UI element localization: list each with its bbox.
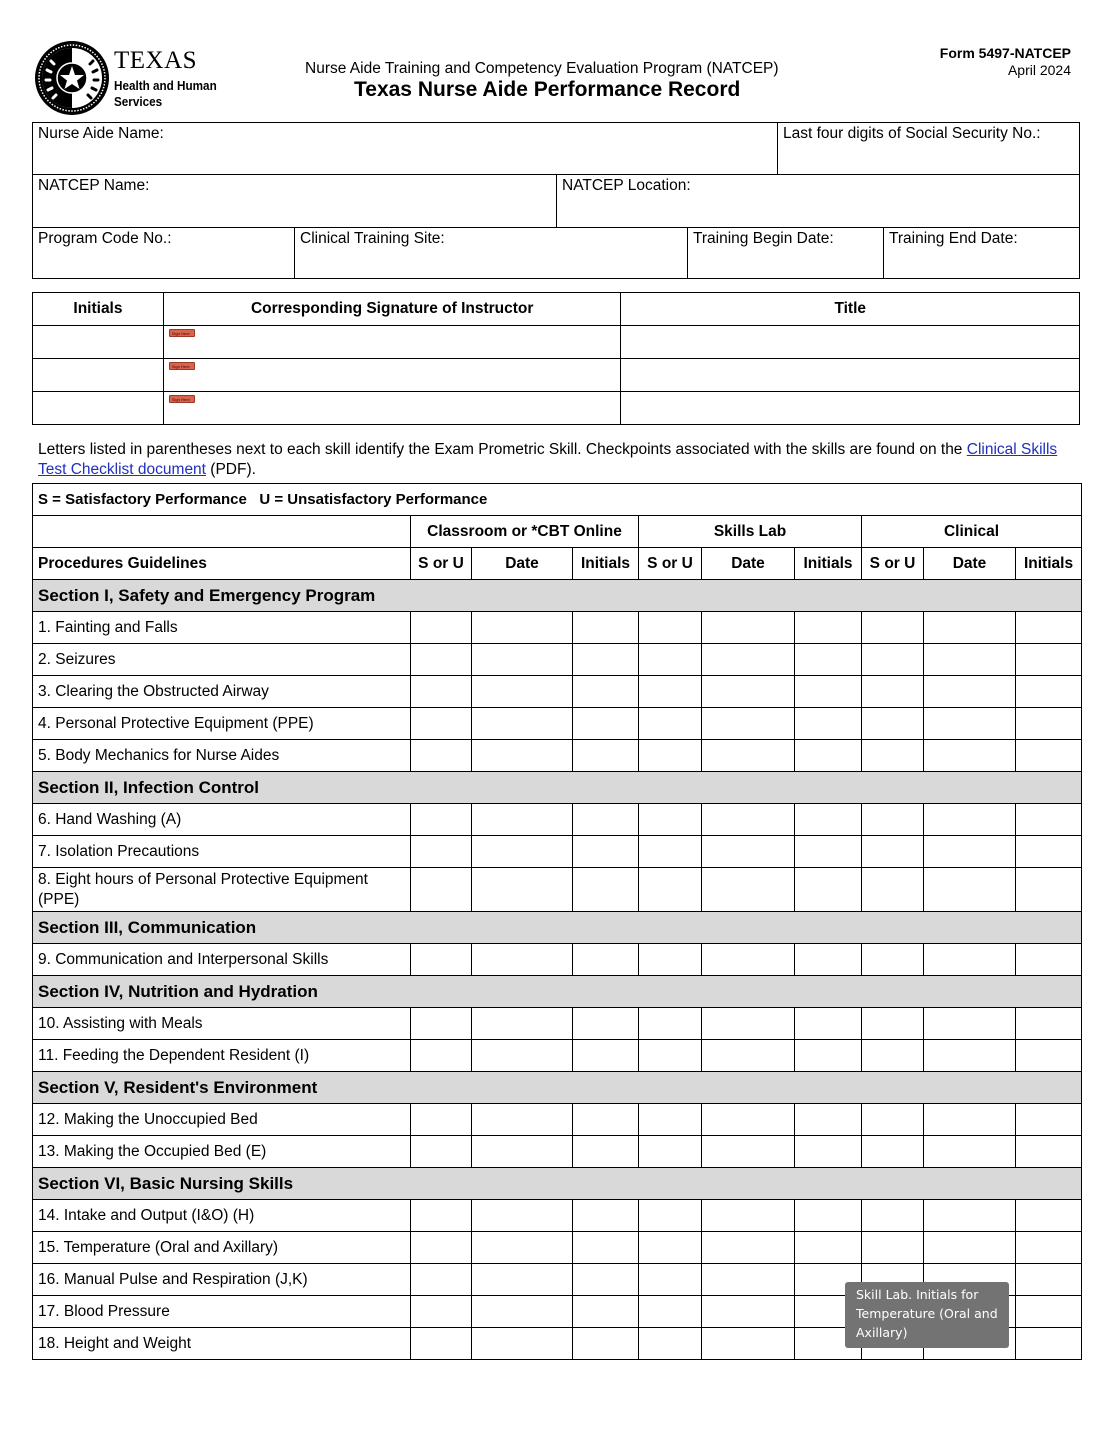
classroom-date-input[interactable] — [472, 708, 573, 740]
skills-lab-s-or-u-input[interactable] — [639, 708, 702, 740]
clinical-date-input[interactable] — [924, 644, 1016, 676]
skills-lab-s-or-u-input[interactable] — [639, 836, 702, 868]
performance-body — [33, 580, 1082, 1360]
section-title: Section I, Safety and Emergency Program — [33, 580, 1082, 612]
section-title: Section V, Resident's Environment — [33, 1072, 1082, 1104]
procedure-name: 9. Communication and Interpersonal Skills — [33, 944, 411, 976]
clinical-s-or-u-input[interactable] — [862, 740, 924, 772]
skills-lab-s-or-u-input[interactable] — [639, 740, 702, 772]
clinical-s-or-u-input[interactable] — [862, 944, 924, 976]
skills-lab-date-input[interactable] — [702, 944, 795, 976]
skills-lab-s-or-u-header: S or U — [639, 548, 702, 580]
skills-lab-initials-input[interactable] — [795, 644, 862, 676]
signature-field[interactable] — [163, 359, 621, 392]
skills-lab-group-header: Skills Lab — [639, 516, 862, 548]
skills-lab-date-input[interactable] — [702, 1104, 795, 1136]
clinical-site-field[interactable] — [295, 228, 688, 279]
section-title: Section VI, Basic Nursing Skills — [33, 1168, 1082, 1200]
procedure-name: 14. Intake and Output (I&O) (H) — [33, 1200, 411, 1232]
procedure-name: 16. Manual Pulse and Respiration (J,K) — [33, 1264, 411, 1296]
classroom-s-or-u-input[interactable] — [411, 740, 472, 772]
classroom-date-input[interactable] — [472, 868, 573, 912]
section-title: Section IV, Nutrition and Hydration — [33, 976, 1082, 1008]
skills-lab-initials-input[interactable] — [795, 676, 862, 708]
logo-subtitle-line2: Services — [114, 94, 163, 109]
signature-header: Corresponding Signature of Instructor — [163, 293, 621, 326]
classroom-initials-input[interactable] — [573, 1328, 639, 1360]
classroom-date-input[interactable] — [472, 740, 573, 772]
classroom-initials-input[interactable] — [573, 836, 639, 868]
classroom-s-or-u-input[interactable] — [411, 1104, 472, 1136]
classroom-initials-input[interactable] — [573, 676, 639, 708]
classroom-initials-input[interactable] — [573, 1136, 639, 1168]
classroom-initials-input[interactable] — [573, 1232, 639, 1264]
sign-here-tag-icon[interactable]: Sign Here — [169, 329, 195, 337]
clinical-date-input[interactable] — [924, 1008, 1016, 1040]
section-header-row — [33, 912, 1082, 944]
training-begin-date-label: Training Begin Date: — [693, 230, 834, 247]
clinical-skills-checklist-link[interactable]: Clinical Skills Test Checklist document — [38, 441, 1058, 478]
procedure-name: 8. Eight hours of Personal Protective Equipment (PPE) — [33, 868, 411, 912]
exam-skill-note — [38, 440, 1078, 480]
training-end-date-label: Training End Date: — [889, 230, 1018, 247]
classroom-group-header: Classroom or *CBT Online — [411, 516, 639, 548]
skills-lab-initials-input[interactable] — [795, 836, 862, 868]
clinical-date-input[interactable] — [924, 804, 1016, 836]
classroom-date-input[interactable] — [472, 1328, 573, 1360]
skills-lab-initials-input[interactable] — [795, 1136, 862, 1168]
skills-lab-date-input[interactable] — [702, 1328, 795, 1360]
clinical-initials-input[interactable] — [1016, 868, 1082, 912]
classroom-date-input[interactable] — [472, 1136, 573, 1168]
natcep-location-label: NATCEP Location: — [562, 177, 691, 194]
title-input[interactable] — [621, 359, 1080, 392]
procedure-name: 18. Height and Weight — [33, 1328, 411, 1360]
classroom-s-or-u-input[interactable] — [411, 1264, 472, 1296]
clinical-initials-input[interactable] — [1016, 1328, 1082, 1360]
clinical-s-or-u-input[interactable] — [862, 612, 924, 644]
legend-row — [33, 484, 1082, 516]
classroom-initials-input[interactable] — [573, 644, 639, 676]
procedure-row — [33, 676, 1082, 708]
procedure-name: 4. Personal Protective Equipment (PPE) — [33, 708, 411, 740]
clinical-initials-input[interactable] — [1016, 1264, 1082, 1296]
skills-lab-s-or-u-input[interactable] — [639, 1136, 702, 1168]
procedure-row — [33, 644, 1082, 676]
signature-row — [33, 359, 1080, 392]
training-begin-date-field[interactable] — [688, 228, 884, 279]
clinical-initials-input[interactable] — [1016, 612, 1082, 644]
note-text: Letters listed in parentheses next to each skill identify the Exam Prometric Skill. Checkpoints associated with the skills are found on the — [38, 441, 967, 458]
classroom-s-or-u-input[interactable] — [411, 676, 472, 708]
procedure-name: 17. Blood Pressure — [33, 1296, 411, 1328]
natcep-name-label: NATCEP Name: — [38, 177, 150, 194]
skills-lab-date-input[interactable] — [702, 708, 795, 740]
skills-lab-date-input[interactable] — [702, 1264, 795, 1296]
classroom-date-input[interactable] — [472, 644, 573, 676]
clinical-s-or-u-input[interactable] — [862, 1008, 924, 1040]
skills-lab-s-or-u-input[interactable] — [639, 804, 702, 836]
empty-header — [33, 516, 411, 548]
skills-lab-s-or-u-input[interactable] — [639, 1328, 702, 1360]
clinical-initials-header: Initials — [1016, 548, 1082, 580]
clinical-date-input[interactable] — [924, 1104, 1016, 1136]
instructor-signature-table — [32, 292, 1080, 425]
skills-lab-s-or-u-input[interactable] — [639, 868, 702, 912]
procedure-row — [33, 1136, 1082, 1168]
initials-input[interactable] — [33, 392, 164, 425]
classroom-date-input[interactable] — [472, 804, 573, 836]
classroom-s-or-u-input[interactable] — [411, 1200, 472, 1232]
classroom-s-or-u-input[interactable] — [411, 1008, 472, 1040]
natcep-name-field[interactable] — [33, 175, 557, 228]
classroom-initials-input[interactable] — [573, 1008, 639, 1040]
clinical-initials-input[interactable] — [1016, 1200, 1082, 1232]
skills-lab-s-or-u-input[interactable] — [639, 612, 702, 644]
procedure-name: 11. Feeding the Dependent Resident (I) — [33, 1040, 411, 1072]
skills-lab-date-input[interactable] — [702, 612, 795, 644]
section-header-row — [33, 976, 1082, 1008]
clinical-date-input[interactable] — [924, 708, 1016, 740]
logo-subtitle — [114, 78, 217, 110]
clinical-date-input[interactable] — [924, 676, 1016, 708]
classroom-date-input[interactable] — [472, 1008, 573, 1040]
signature-row — [33, 326, 1080, 359]
procedure-row — [33, 740, 1082, 772]
skills-lab-initials-input[interactable] — [795, 1232, 862, 1264]
form-number: Form 5497-NATCEP — [939, 45, 1071, 61]
classroom-date-header: Date — [472, 548, 573, 580]
skills-lab-date-input[interactable] — [702, 836, 795, 868]
skills-lab-s-or-u-input[interactable] — [639, 676, 702, 708]
classroom-initials-input[interactable] — [573, 1104, 639, 1136]
classroom-s-or-u-input[interactable] — [411, 1296, 472, 1328]
title-header: Title — [621, 293, 1080, 326]
classroom-initials-input[interactable] — [573, 740, 639, 772]
classroom-s-or-u-input[interactable] — [411, 868, 472, 912]
procedure-row — [33, 1200, 1082, 1232]
skills-lab-initials-input[interactable] — [795, 740, 862, 772]
signature-field[interactable] — [163, 392, 621, 425]
skills-lab-initials-header: Initials — [795, 548, 862, 580]
classroom-date-input[interactable] — [472, 676, 573, 708]
skills-lab-initials-input[interactable] — [795, 1104, 862, 1136]
clinical-s-or-u-input[interactable] — [862, 868, 924, 912]
procedure-name: 2. Seizures — [33, 644, 411, 676]
clinical-initials-input[interactable] — [1016, 1136, 1082, 1168]
signature-row — [33, 392, 1080, 425]
skills-lab-s-or-u-input[interactable] — [639, 1104, 702, 1136]
procedure-row — [33, 1104, 1082, 1136]
clinical-initials-input[interactable] — [1016, 1008, 1082, 1040]
procedure-row — [33, 804, 1082, 836]
form-date: April 2024 — [1007, 62, 1071, 78]
skills-lab-initials-input[interactable] — [795, 612, 862, 644]
classroom-date-input[interactable] — [472, 1104, 573, 1136]
skills-lab-initials-input[interactable] — [795, 868, 862, 912]
field-tooltip: Skill Lab. Initials for Temperature (Oral and Axillary) — [845, 1282, 1009, 1348]
procedure-name: 5. Body Mechanics for Nurse Aides — [33, 740, 411, 772]
skills-lab-initials-input[interactable] — [795, 1040, 862, 1072]
initials-header: Initials — [33, 293, 164, 326]
skills-lab-date-input[interactable] — [702, 1040, 795, 1072]
clinical-initials-input[interactable] — [1016, 1232, 1082, 1264]
sign-here-tag-icon[interactable]: Sign Here — [169, 395, 195, 403]
procedure-row — [33, 836, 1082, 868]
skills-lab-s-or-u-input[interactable] — [639, 644, 702, 676]
classroom-s-or-u-input[interactable] — [411, 1136, 472, 1168]
procedure-row — [33, 612, 1082, 644]
program-code-label: Program Code No.: — [38, 230, 172, 247]
initials-input[interactable] — [33, 326, 164, 359]
sign-here-tag-icon[interactable]: Sign Here — [169, 362, 195, 370]
classroom-date-input[interactable] — [472, 1264, 573, 1296]
skills-lab-date-input[interactable] — [702, 676, 795, 708]
clinical-initials-input[interactable] — [1016, 740, 1082, 772]
section-header-row — [33, 580, 1082, 612]
classroom-initials-input[interactable] — [573, 804, 639, 836]
skills-lab-date-input[interactable] — [702, 1200, 795, 1232]
classroom-s-or-u-input[interactable] — [411, 1328, 472, 1360]
skills-lab-date-input[interactable] — [702, 804, 795, 836]
clinical-date-input[interactable] — [924, 740, 1016, 772]
classroom-date-input[interactable] — [472, 612, 573, 644]
skills-lab-s-or-u-input[interactable] — [639, 1264, 702, 1296]
classroom-initials-input[interactable] — [573, 1296, 639, 1328]
classroom-initials-input[interactable] — [573, 1040, 639, 1072]
classroom-initials-input[interactable] — [573, 868, 639, 912]
natcep-location-field[interactable] — [557, 175, 1080, 228]
clinical-initials-input[interactable] — [1016, 1296, 1082, 1328]
logo-subtitle-line1: Health and Human — [114, 78, 217, 93]
note-text-suffix: (PDF). — [206, 461, 256, 478]
classroom-initials-input[interactable] — [573, 1200, 639, 1232]
classroom-initials-input[interactable] — [573, 612, 639, 644]
clinical-s-or-u-input[interactable] — [862, 836, 924, 868]
section-title: Section III, Communication — [33, 912, 1082, 944]
skills-lab-date-input[interactable] — [702, 1136, 795, 1168]
classroom-s-or-u-input[interactable] — [411, 644, 472, 676]
procedure-row — [33, 1008, 1082, 1040]
procedure-name: 1. Fainting and Falls — [33, 612, 411, 644]
skills-lab-initials-input[interactable] — [795, 1200, 862, 1232]
group-header-row — [33, 516, 1082, 548]
classroom-s-or-u-input[interactable] — [411, 612, 472, 644]
classroom-s-or-u-input[interactable] — [411, 708, 472, 740]
performance-table — [32, 483, 1082, 1360]
procedure-name: 13. Making the Occupied Bed (E) — [33, 1136, 411, 1168]
clinical-s-or-u-input[interactable] — [862, 1200, 924, 1232]
signature-field[interactable] — [163, 326, 621, 359]
section-title: Section II, Infection Control — [33, 772, 1082, 804]
clinical-date-input[interactable] — [924, 868, 1016, 912]
skills-lab-initials-input[interactable] — [795, 708, 862, 740]
skills-lab-initials-input[interactable] — [795, 1008, 862, 1040]
classroom-s-or-u-input[interactable] — [411, 1040, 472, 1072]
procedures-header: Procedures Guidelines — [33, 548, 411, 580]
skills-lab-s-or-u-input[interactable] — [639, 1200, 702, 1232]
clinical-s-or-u-input[interactable] — [862, 804, 924, 836]
skills-lab-s-or-u-input[interactable] — [639, 1296, 702, 1328]
info-fields — [32, 122, 1080, 279]
classroom-initials-input[interactable] — [573, 1264, 639, 1296]
clinical-s-or-u-input[interactable] — [862, 676, 924, 708]
clinical-date-input[interactable] — [924, 1232, 1016, 1264]
clinical-s-or-u-input[interactable] — [862, 1040, 924, 1072]
classroom-date-input[interactable] — [472, 944, 573, 976]
clinical-s-or-u-input[interactable] — [862, 644, 924, 676]
procedure-name: 10. Assisting with Meals — [33, 1008, 411, 1040]
clinical-initials-input[interactable] — [1016, 676, 1082, 708]
texas-seal-icon — [34, 40, 110, 116]
skills-lab-s-or-u-input[interactable] — [639, 1040, 702, 1072]
column-header-row — [33, 548, 1082, 580]
clinical-initials-input[interactable] — [1016, 1104, 1082, 1136]
skills-lab-initials-input[interactable] — [795, 804, 862, 836]
procedure-name: 7. Isolation Precautions — [33, 836, 411, 868]
skills-lab-date-header: Date — [702, 548, 795, 580]
clinical-initials-input[interactable] — [1016, 1040, 1082, 1072]
skills-lab-date-input[interactable] — [702, 1296, 795, 1328]
skills-lab-date-input[interactable] — [702, 868, 795, 912]
skills-lab-date-input[interactable] — [702, 1232, 795, 1264]
skills-lab-s-or-u-input[interactable] — [639, 944, 702, 976]
ssn-last-four-field[interactable] — [778, 123, 1080, 175]
clinical-date-header: Date — [924, 548, 1016, 580]
classroom-initials-header: Initials — [573, 548, 639, 580]
procedure-row — [33, 708, 1082, 740]
program-name: Nurse Aide Training and Competency Evaluation Program (NATCEP) — [305, 60, 779, 77]
section-header-row — [33, 1168, 1082, 1200]
skills-lab-s-or-u-input[interactable] — [639, 1008, 702, 1040]
classroom-initials-input[interactable] — [573, 708, 639, 740]
hhs-logo — [34, 40, 234, 118]
classroom-date-input[interactable] — [472, 1200, 573, 1232]
logo-title: TEXAS — [114, 47, 198, 74]
procedure-name: 6. Hand Washing (A) — [33, 804, 411, 836]
classroom-s-or-u-header: S or U — [411, 548, 472, 580]
procedure-name: 12. Making the Unoccupied Bed — [33, 1104, 411, 1136]
clinical-initials-input[interactable] — [1016, 836, 1082, 868]
initials-input[interactable] — [33, 359, 164, 392]
training-end-date-field[interactable] — [884, 228, 1080, 279]
section-header-row — [33, 1072, 1082, 1104]
procedure-row — [33, 868, 1082, 912]
clinical-date-input[interactable] — [924, 1136, 1016, 1168]
clinical-date-input[interactable] — [924, 1200, 1016, 1232]
clinical-date-input[interactable] — [924, 944, 1016, 976]
form-title: Texas Nurse Aide Performance Record — [354, 78, 741, 101]
clinical-initials-input[interactable] — [1016, 804, 1082, 836]
program-code-field[interactable] — [33, 228, 295, 279]
skills-lab-date-input[interactable] — [702, 1008, 795, 1040]
classroom-date-input[interactable] — [472, 1296, 573, 1328]
clinical-date-input[interactable] — [924, 836, 1016, 868]
performance-legend: S = Satisfactory Performance U = Unsatisfactory Performance — [33, 484, 1082, 516]
clinical-date-input[interactable] — [924, 612, 1016, 644]
procedure-name: 15. Temperature (Oral and Axillary) — [33, 1232, 411, 1264]
procedure-row — [33, 944, 1082, 976]
procedure-row — [33, 1232, 1082, 1264]
classroom-initials-input[interactable] — [573, 944, 639, 976]
classroom-s-or-u-input[interactable] — [411, 1232, 472, 1264]
clinical-s-or-u-input[interactable] — [862, 708, 924, 740]
classroom-s-or-u-input[interactable] — [411, 836, 472, 868]
section-header-row — [33, 772, 1082, 804]
classroom-date-input[interactable] — [472, 1232, 573, 1264]
procedure-name: 3. Clearing the Obstructed Airway — [33, 676, 411, 708]
skills-lab-initials-input[interactable] — [795, 944, 862, 976]
skills-lab-date-input[interactable] — [702, 740, 795, 772]
clinical-date-input[interactable] — [924, 1040, 1016, 1072]
clinical-site-label: Clinical Training Site: — [300, 230, 445, 247]
clinical-s-or-u-header: S or U — [862, 548, 924, 580]
clinical-group-header: Clinical — [862, 516, 1082, 548]
clinical-initials-input[interactable] — [1016, 708, 1082, 740]
skills-lab-date-input[interactable] — [702, 644, 795, 676]
classroom-date-input[interactable] — [472, 836, 573, 868]
clinical-s-or-u-input[interactable] — [862, 1104, 924, 1136]
skills-lab-s-or-u-input[interactable] — [639, 1232, 702, 1264]
classroom-s-or-u-input[interactable] — [411, 944, 472, 976]
clinical-s-or-u-input[interactable] — [862, 1232, 924, 1264]
signature-header-row — [33, 293, 1080, 326]
ssn-last-four-label: Last four digits of Social Security No.: — [783, 125, 1041, 142]
procedure-row — [33, 1040, 1082, 1072]
clinical-s-or-u-input[interactable] — [862, 1136, 924, 1168]
classroom-s-or-u-input[interactable] — [411, 804, 472, 836]
title-input[interactable] — [621, 392, 1080, 425]
title-input[interactable] — [621, 326, 1080, 359]
clinical-initials-input[interactable] — [1016, 644, 1082, 676]
classroom-date-input[interactable] — [472, 1040, 573, 1072]
nurse-aide-name-field[interactable] — [33, 123, 778, 175]
clinical-initials-input[interactable] — [1016, 944, 1082, 976]
nurse-aide-name-label: Nurse Aide Name: — [38, 125, 164, 142]
